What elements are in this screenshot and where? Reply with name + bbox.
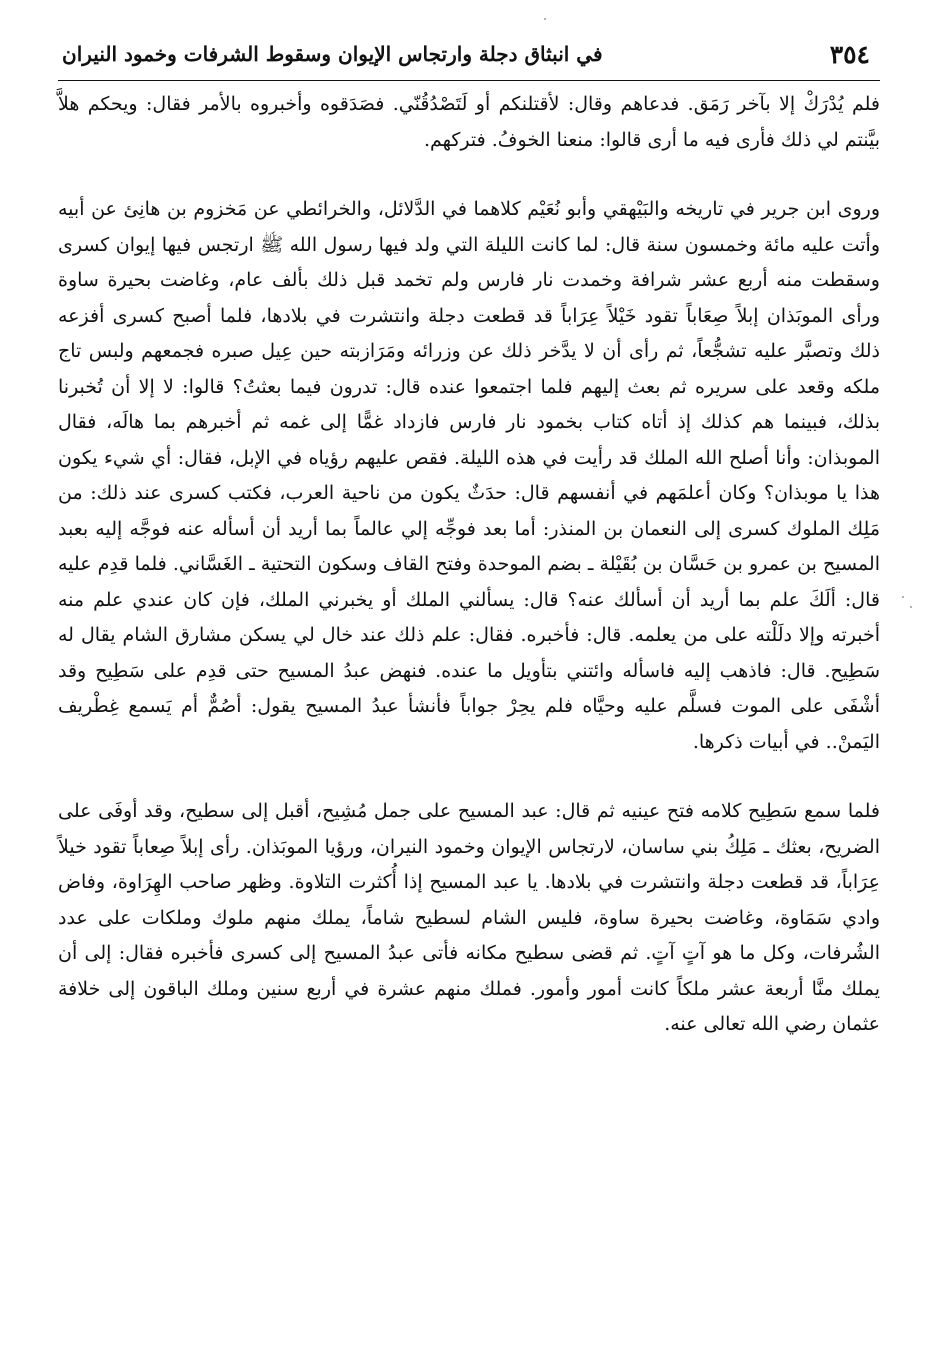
page-header	[58, 28, 880, 81]
scan-speck	[902, 596, 904, 598]
book-page	[58, 28, 880, 1328]
paragraph-gap	[58, 760, 880, 794]
paragraph-satih-reply: فلما سمع سَطِيح كلامه فتح عينيه ثم قال: عبد المسيح على جمل مُشِيح، أقبل إلى سطيح، وقد أوفَى على الضريح، بعثك ـ مَلِكُ بني ساسان، لارتجاس الإيوان وخمود النيران، ورؤيا الموبَذان. رأى إبلاً صِعاباً تقود خيلاً عِرَاباً، قد قطعت دجلة وانتشرت في بلادها. يا عبد المسيح إذا أُكثرت التلاوة. وظهر صاحب الهِرَاوة، وفاض وادي سَمَاوة، وغاضت بحيرة ساوة، فليس الشام لسطيح شاماً، يملك منهم ملوك وملكات على عدد الشُرفات، وكل ما هو آتٍ آتٍ. ثم قضى سطيح مكانه فأتى عبدُ المسيح إلى كسرى فأخبره فقال: إلى أن يملك منَّا أربعة عشر ملكاً كانت أمور وأمور. فملك منهم عشرة في أربع سنين وملك الباقون إلى خلافة عثمان رضي الله تعالى عنه.	[58, 800, 880, 1035]
paragraph-narration: وروى ابن جرير في تاريخه والبَيْهقي وأبو نُعَيْم كلاهما في الدَّلائل، والخرائطي عن مَخزوم بن هانِئ عن أبيه وأتت عليه مائة وخمسون سنة قال: لما كانت الليلة التي ولد فيها رسول الله ﷺ ارتجس فيها إيوان كسرى وسقطت منه أربع عشر شرافة وخمدت نار فارس ولم تخمد قبل ذلك بألف عام، وغاضت بحيرة ساوة ورأى الموبَذان إبلاً صِعَاباً تقود خَيْلاً عِرَاباً قد قطعت دجلة وانتشرت في بلادها، فلما أصبح كسرى أفزعه ذلك وتصبَّر عليه تشجُّعاً، ثم رأى أن لا يدَّخر ذلك عن وزرائه ومَرَازبته حين عِيل صبره فجمعهم ولبس تاج ملكه وقعد على سريره ثم بعث إليهم فلما اجتمعوا عنده قال: تدرون فيما بعثتُ؟ قالوا: لا إلا أن تُخبرنا بذلك، فبينما هم كذلك إذ أتاه كتاب بخمود نار فارس فازداد غمًّا إلى غمه ثم أخبرهم بما هالَه، فقال الموبذان: وأنا أصلح الله الملك قد رأيت في هذه الليلة. فقص عليهم رؤياه في الإبل، فقال: أي شيء يكون هذا يا موبذان؟ وكان أعلمَهم في أنفسهم قال: حدَثٌ يكون من ناحية العرب، فكتب كسرى عند ذلك: من مَلِك الملوك كسرى إلى النعمان بن المنذر: أما بعد فوجِّه إلي عالماً بما أريد أن أسأله عنه فوجَّه إليه بعبد المسيح بن عمرو بن حَسَّان بن بُقَيْلة ـ بضم الموحدة وفتح القاف وسكون التحتية ـ الغَسَّاني. فلما قدِم عليه قال: ألَكَ علم بما أريد أن أسألك عنه؟ قال: يسألني الملك أو يخبرني الملك، فإن كان عندي علم منه أخبرته وإلا دلَلْته على من يعلمه. قال: فأخبره. فقال: علم ذلك عند خال لي يسكن مشارق الشام يقال له سَطِيح. قال: فاذهب إليه فاسأله وائتني بتأويل ما عنده. فنهض عبدُ المسيح حتى قدِم على سَطِيح وقد أشْفَى على الموت فسلَّم عليه وحيَّاه فلم يحِرْ جواباً فأنشأ عبدُ المسيح يقول: أصُمٌّ أم يَسمع غِطْريف اليَمنْ.. في أبيات ذكرها.	[58, 198, 880, 753]
running-title: في انبثاق دجلة وارتجاس الإيوان وسقوط الشرفات وخمود النيران	[62, 42, 603, 66]
paragraph-gap	[58, 158, 880, 192]
scan-speck	[910, 606, 912, 608]
page-body	[58, 87, 880, 1043]
scan-speck	[544, 18, 546, 20]
page-number: ٣٥٤	[829, 39, 870, 69]
paragraph-opening: فلم يُدْرَكْ إلا بآخر رَمَق. فدعاهم وقال: لأقتلنكم أو لَتَصْدُقُنّي. فصَدَقوه وأخبروه بالأمر فقال: ويحكم هلاَّ بيَّنتم لي ذلك فأرى فيه ما أرى قالوا: منعنا الخوفُ. فتركهم.	[58, 93, 880, 151]
